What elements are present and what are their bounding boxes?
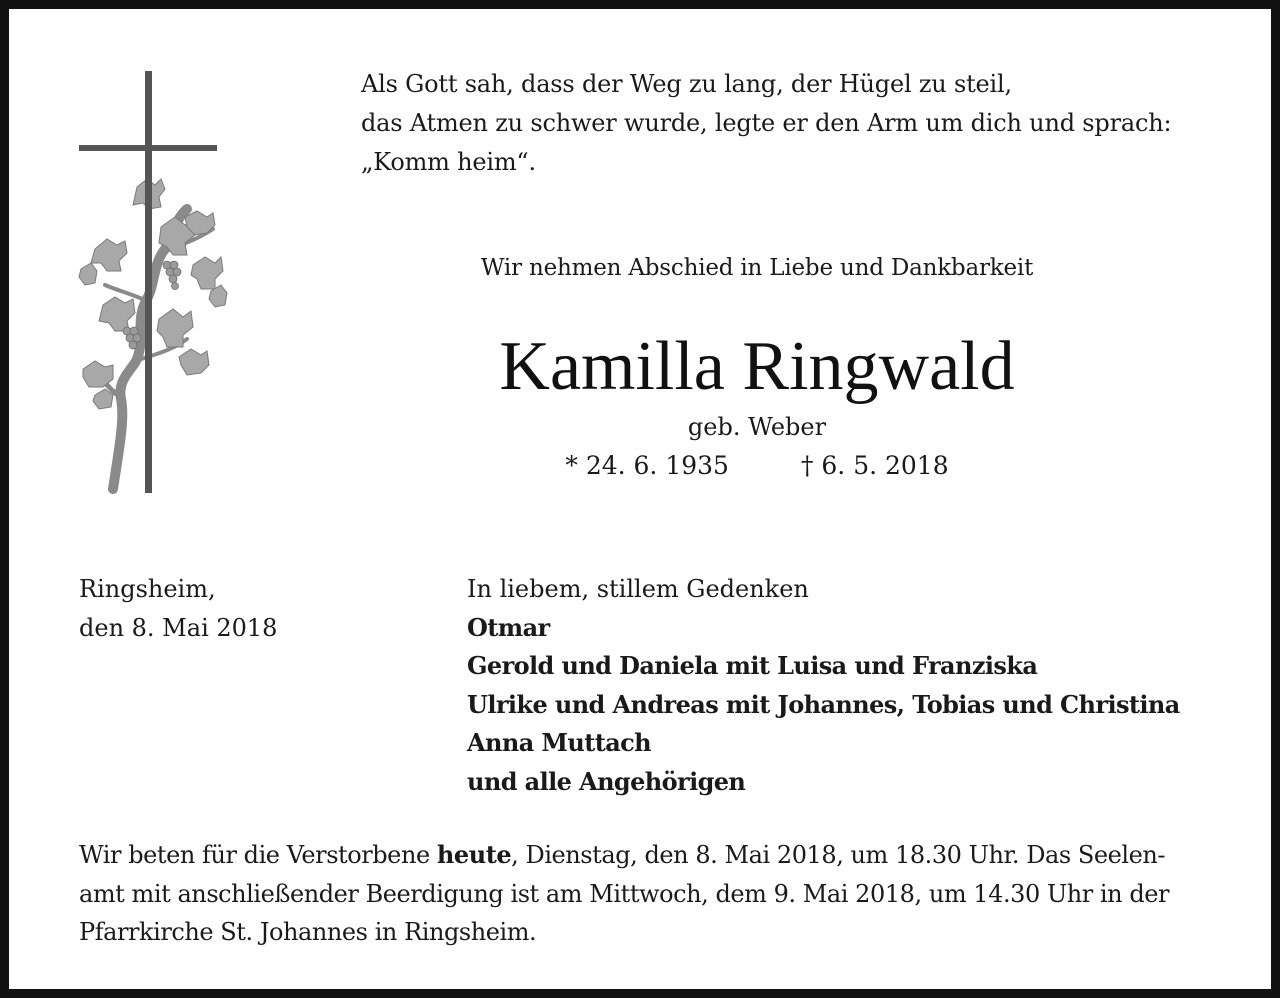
notice-emphasis: heute xyxy=(436,840,512,869)
quote-line: das Atmen zu schwer wurde, legte er den Arm um dich und sprach: xyxy=(361,109,1172,137)
service-notice xyxy=(79,836,1219,952)
quote-line: Als Gott sah, dass der Weg zu lang, der Hügel zu steil, xyxy=(361,70,1012,98)
date: den 8. Mai 2018 xyxy=(79,614,278,642)
deceased-name: Kamilla Ringwald xyxy=(499,328,1015,405)
notice-line: amt mit anschließender Beerdigung ist am Mittwoch, dem 9. Mai 2018, um 14.30 Uhr in der xyxy=(79,879,1170,908)
mourner-name: Gerold und Daniela mit Luisa und Franziska xyxy=(467,651,1038,680)
place: Ringsheim, xyxy=(79,575,216,603)
mourners-intro: In liebem, stillem Gedenken xyxy=(467,575,809,603)
notice-line xyxy=(79,836,1219,875)
mourners-block xyxy=(467,570,1180,801)
mourner-name: Otmar xyxy=(467,612,550,642)
mourner-name: und alle Angehörigen xyxy=(467,766,746,796)
maiden-name: geb. Weber xyxy=(687,413,827,441)
farewell-line: Wir nehmen Abschied in Liebe und Dankbarkeit xyxy=(480,255,1034,281)
memorial-quote xyxy=(361,65,1241,182)
notice-text: , Dienstag, den 8. Mai 2018, um 18.30 Uhr. Das Seelen- xyxy=(511,841,1166,869)
mourner-name: Ulrike und Andreas mit Johannes, Tobias und Christina xyxy=(467,689,1180,719)
notice-line: Pfarrkirche St. Johannes in Ringsheim. xyxy=(79,918,537,946)
birth-date: * 24. 6. 1935 xyxy=(565,451,729,480)
life-dates xyxy=(339,451,1175,480)
notice-text: Wir beten für die Verstorbene xyxy=(79,841,437,869)
quote-line: „Komm heim“. xyxy=(361,148,536,176)
cross-with-grapevine-icon xyxy=(75,69,241,497)
place-and-date xyxy=(79,570,277,648)
death-date: † 6. 5. 2018 xyxy=(800,451,949,480)
mourner-name: Anna Muttach xyxy=(467,728,652,757)
